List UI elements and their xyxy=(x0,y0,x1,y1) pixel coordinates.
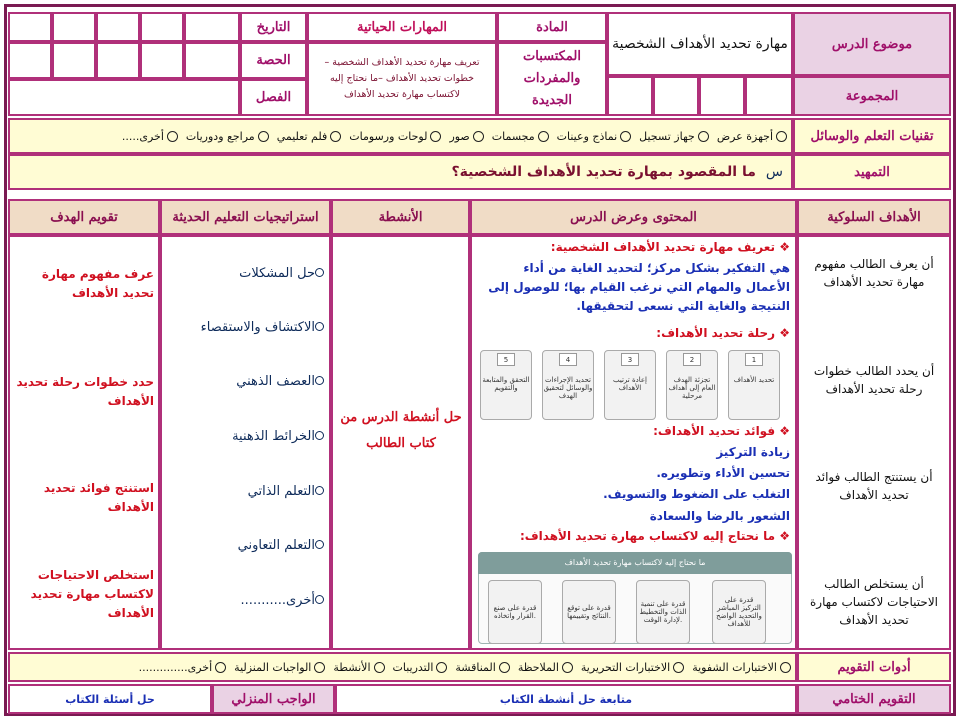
content-heading-needs: ❖ ما نحتاج إليه لاكتساب مهارة تحديد الأهداف: xyxy=(519,529,790,543)
evaluation-item: استخلص الاحتياجات لاكتساب مهارة تحديد الأهداف xyxy=(30,568,154,620)
benefit-item: الشعور بالرضا والسعادة xyxy=(649,509,790,523)
skill-card: قدرة على صنع القرار واتخاذه. xyxy=(488,580,542,644)
radio-circle-icon xyxy=(167,131,178,142)
radio-circle-icon xyxy=(315,322,324,331)
period-label: الحصة xyxy=(240,42,307,79)
intro-question: ما المقصود بمهارة تحديد الأهداف الشخصية؟ xyxy=(451,164,756,180)
evaluation-item: حدد خطوات رحلة تحديد الأهداف xyxy=(16,375,154,408)
strategy-item[interactable]: أخرى........... xyxy=(168,593,324,608)
period-cell-1[interactable] xyxy=(8,42,52,79)
group-cell-2[interactable] xyxy=(653,76,699,116)
tool-option-film[interactable]: فلم تعليمي xyxy=(277,130,342,143)
objective-item: أن يستنتج الطالب فوائد تحديد الأهداف xyxy=(815,470,933,502)
period-cell-3[interactable] xyxy=(96,42,140,79)
date-cell-3[interactable] xyxy=(96,12,140,42)
content-definition: هي التفكير بشكل مركز؛ لتحديد الغاية من أداء الأعمال والمهام التي نرغب القيام بها؛ للوصول إلى النتيجة والغاية التي نسعى لتحقيقها. xyxy=(488,261,790,313)
tool-option-projector[interactable]: أجهزة عرض xyxy=(717,130,787,143)
evaluation-item: استنتج فوائد تحديد الأهداف xyxy=(43,481,154,514)
radio-circle-icon xyxy=(315,595,324,604)
intro-row xyxy=(8,154,793,190)
benefit-item: تحسين الأداء وتطويره. xyxy=(656,466,790,480)
tool-option-boards[interactable]: لوحات ورسومات xyxy=(349,130,441,143)
assessment-options xyxy=(8,652,797,682)
strategy-item[interactable]: حل المشكلات xyxy=(168,266,324,281)
radio-circle-icon xyxy=(314,662,325,673)
radio-circle-icon xyxy=(330,131,341,142)
activities-text: حل أنشطة الدرس من كتاب الطالب xyxy=(340,410,462,451)
tool-option-samples[interactable]: نماذج وعينات xyxy=(557,130,632,143)
objective-item: أن يستخلص الطالب الاحتياجات لاكتساب مهارة تحديد الأهداف xyxy=(809,577,939,627)
strategy-item[interactable]: التعلم الذاتي xyxy=(168,484,324,499)
radio-circle-icon xyxy=(562,662,573,673)
group-label: المجموعة xyxy=(793,76,951,116)
intro-label: التمهيد xyxy=(793,154,951,190)
assessment-option-observation[interactable]: الملاحظة xyxy=(518,661,573,674)
strategies-header: استراتيجيات التعليم الحديثة xyxy=(160,199,331,235)
lesson-topic-label: موضوع الدرس xyxy=(793,12,951,76)
content-heading-definition: ❖ تعريف مهارة تحديد الأهداف الشخصية: xyxy=(550,240,790,254)
radio-circle-icon xyxy=(215,662,226,673)
content-heading-journey: ❖ رحلة تحديد الأهداف: xyxy=(656,326,790,340)
radio-circle-icon xyxy=(374,662,385,673)
lesson-topic-value[interactable]: مهارة تحديد الأهداف الشخصية xyxy=(607,12,793,76)
radio-circle-icon xyxy=(315,540,324,549)
radio-circle-icon xyxy=(538,131,549,142)
period-cell-4[interactable] xyxy=(140,42,184,79)
radio-circle-icon xyxy=(315,431,324,440)
benefit-item: زيادة التركيز xyxy=(716,445,790,459)
radio-circle-icon xyxy=(776,131,787,142)
date-cell-2[interactable] xyxy=(52,12,96,42)
radio-circle-icon xyxy=(258,131,269,142)
assessment-option-other[interactable]: أخرى.............. xyxy=(139,661,227,674)
radio-circle-icon xyxy=(673,662,684,673)
objectives-header: الأهداف السلوكية xyxy=(797,199,951,235)
radio-circle-icon xyxy=(315,376,324,385)
radio-circle-icon xyxy=(430,131,441,142)
evaluation-item: عرف مفهوم مهارة تحديد الأهداف xyxy=(41,267,154,300)
assessment-option-discussion[interactable]: المناقشة xyxy=(455,661,509,674)
skill-card: قدرة على توقع النتائج وتقييمها. xyxy=(562,580,616,644)
objective-item: أن يحدد الطالب خطوات رحلة تحديد الأهداف xyxy=(813,364,935,396)
skill-card: قدرة على التركيز المباشر والتحديد الواضح للأهداف xyxy=(712,580,766,644)
radio-circle-icon xyxy=(315,268,324,277)
date-cell-4[interactable] xyxy=(140,12,184,42)
tool-option-references[interactable]: مراجع ودوريات xyxy=(186,130,269,143)
evaluation-header: تقويم الهدف xyxy=(8,199,160,235)
group-cell-4[interactable] xyxy=(745,76,793,116)
strategy-item[interactable]: التعلم التعاوني xyxy=(168,538,324,553)
skill-card: قدرة على تنمية الذات والتخطيط لإدارة الوقت. xyxy=(636,580,690,644)
intro-prefix: س xyxy=(765,164,783,180)
homework-value: حل أسئلة الكتاب xyxy=(8,684,212,714)
tool-option-other[interactable]: أخرى..... xyxy=(122,130,178,143)
radio-circle-icon xyxy=(499,662,510,673)
assessment-option-activities[interactable]: الأنشطة xyxy=(333,661,384,674)
activities-header: الأنشطة xyxy=(331,199,470,235)
strategy-item[interactable]: العصف الذهني xyxy=(168,374,324,389)
date-cell-5[interactable] xyxy=(184,12,240,42)
assessment-option-written[interactable]: الاختبارات التحريرية xyxy=(581,661,684,674)
class-cell[interactable] xyxy=(8,79,240,116)
tool-option-recorder[interactable]: جهاز تسجيل xyxy=(639,130,709,143)
content-header: المحتوى وعرض الدرس xyxy=(470,199,797,235)
skills-title: ما نحتاج إليه لاكتساب مهارة تحديد الأهداف xyxy=(478,552,792,574)
subject-value: المهارات الحياتية xyxy=(307,12,497,42)
journey-step: 3 إعادة ترتيب الأهداف xyxy=(604,350,656,420)
date-label: التاريخ xyxy=(240,12,307,42)
group-cell-3[interactable] xyxy=(699,76,745,116)
assessment-option-homework[interactable]: الواجبات المنزلية xyxy=(234,661,325,674)
assessment-option-exercises[interactable]: التدريبات xyxy=(393,661,448,674)
content-heading-benefits: ❖ فوائد تحديد الأهداف: xyxy=(653,424,790,438)
journey-step: 1 تحديد الأهداف xyxy=(728,350,780,420)
vocab-value: تعريف مهارة تحديد الأهداف الشخصية – خطوات تحديد الأهداف –ما نحتاج إليه لاكتساب مهارة تحديد الأهداف xyxy=(307,42,497,116)
radio-circle-icon xyxy=(315,486,324,495)
radio-circle-icon xyxy=(620,131,631,142)
radio-circle-icon xyxy=(780,662,791,673)
final-evaluation-value: متابعة حل أنشطة الكتاب xyxy=(335,684,797,714)
class-label: الفصل xyxy=(240,79,307,116)
tools-label: تقنيات التعلم والوسائل xyxy=(793,118,951,154)
final-evaluation-label: التقويم الختامي xyxy=(797,684,951,714)
homework-label: الواجب المنزلي xyxy=(212,684,335,714)
subject-label: المادة xyxy=(497,12,607,42)
assessment-option-oral[interactable]: الاختبارات الشفوية xyxy=(692,661,791,674)
tool-option-models[interactable]: مجسمات xyxy=(492,130,549,143)
vocab-label: المكتسبات والمفردات الجديدة xyxy=(497,42,607,116)
group-cell-1[interactable] xyxy=(607,76,653,116)
journey-step: 2 تجزئة الهدف العام إلى أهداف مرحلية xyxy=(666,350,718,420)
radio-circle-icon xyxy=(698,131,709,142)
journey-step: 5 التحقق والمتابعة والتقويم xyxy=(480,350,532,420)
radio-circle-icon xyxy=(473,131,484,142)
strategy-item[interactable]: الخرائط الذهنية xyxy=(168,429,324,444)
strategy-item[interactable]: الاكتشاف والاستقصاء xyxy=(168,320,324,335)
radio-circle-icon xyxy=(436,662,447,673)
benefit-item: التغلب على الضغوط والتسويف. xyxy=(603,487,790,501)
tools-options xyxy=(8,118,793,154)
date-cell-1[interactable] xyxy=(8,12,52,42)
period-cell-5[interactable] xyxy=(184,42,240,79)
tool-option-pictures[interactable]: صور xyxy=(449,130,483,143)
journey-step: 4 تحديد الإجراءات والوسائل لتحقيق الهدف xyxy=(542,350,594,420)
assessment-label: أدوات التقويم xyxy=(797,652,951,682)
objective-item: أن يعرف الطالب مفهوم مهارة تحديد الأهداف xyxy=(814,257,934,289)
period-cell-2[interactable] xyxy=(52,42,96,79)
